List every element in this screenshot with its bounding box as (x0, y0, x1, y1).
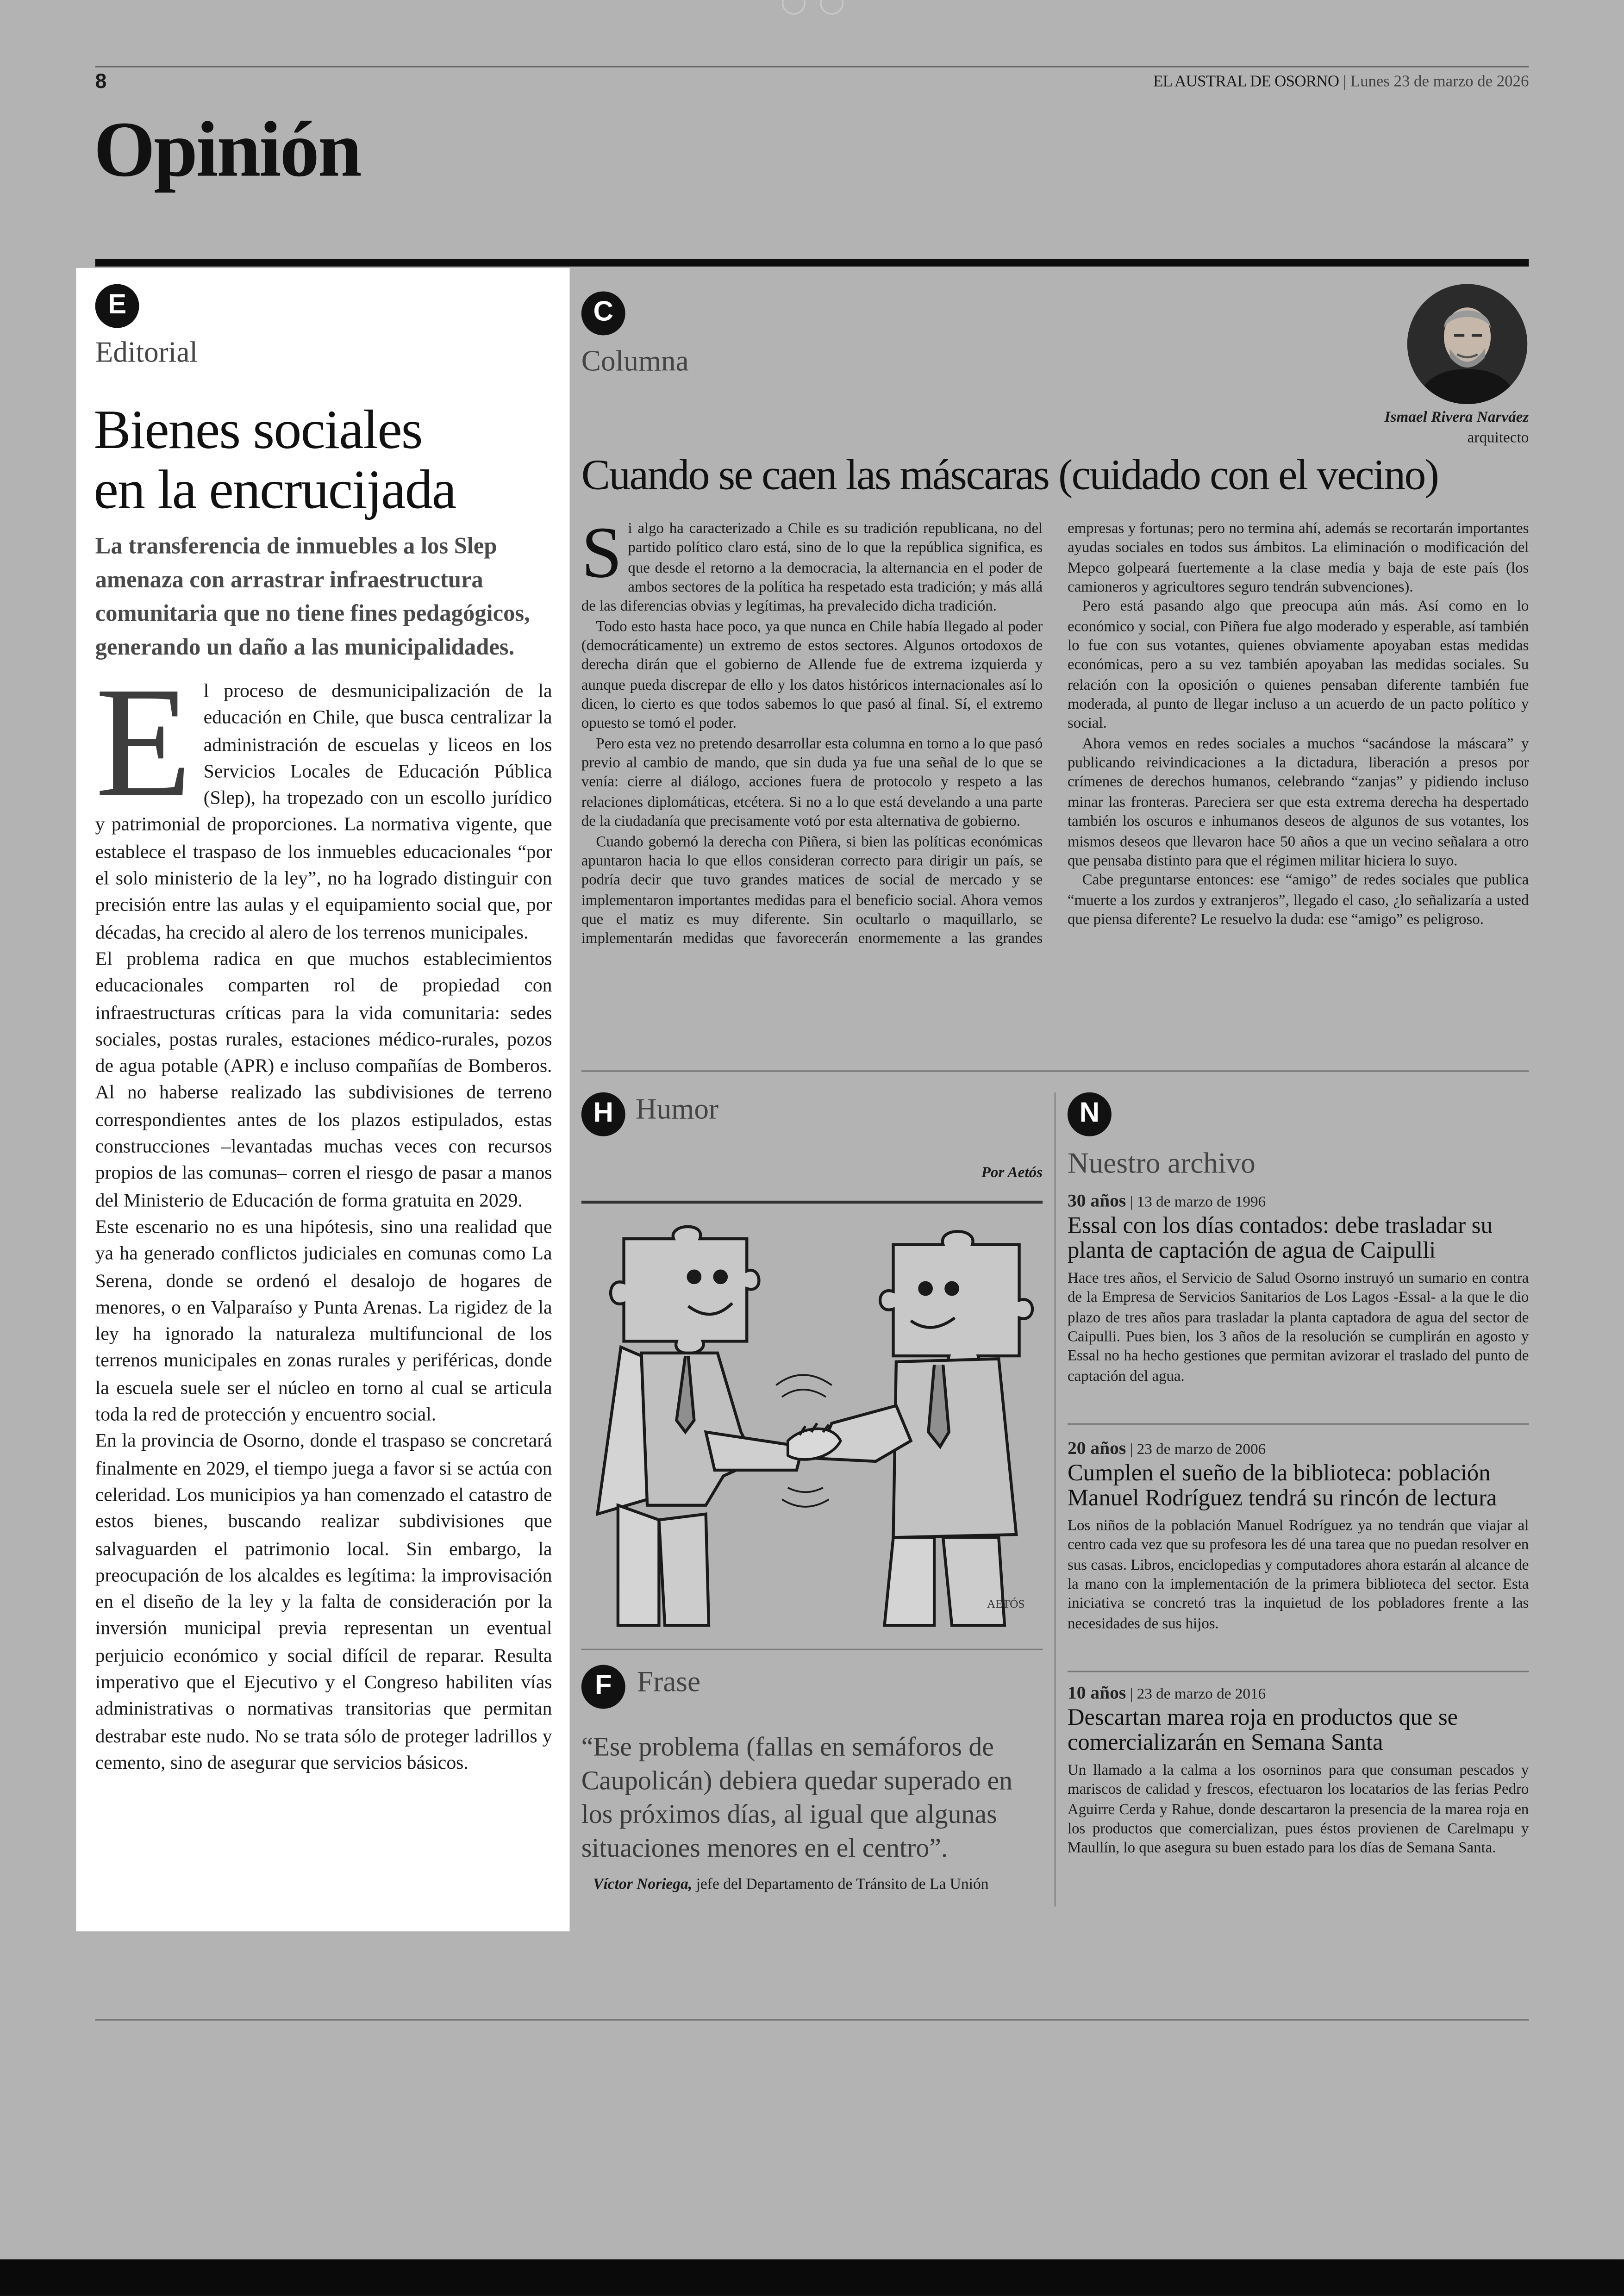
archive-meta: 30 años | 13 de marzo de 1996 (1067, 1190, 1266, 1211)
column-paragraph: Pero está pasando algo que preocupa aún más. Así como en lo económico y social, con Piñera fue algo moderado y esperable, así también lo fue con sus votantes, quienes obviamente apoyaban estas medidas económicas, pero a su vez también apoyaban las medidas sociales. Su relación con la oposición o quienes pensaban diferente también fue moderada, al punto de llegar incluso a un acuerdo de un pacto político y social. (1067, 599, 1529, 733)
editorial-drop-cap: E (95, 656, 192, 830)
column-paragraph: Pero esta vez no pretendo desarrollar esta columna en torno a lo que pasó previo al cambio de mando, que sin duda ya fue una señal de lo que se venía: cierre al diálogo, acciones fuera de protocolo y respeto a las relaciones diplomáticas, etcétera. Si no a lo que está develando a una parte de la ciudadanía que precisamente votó por esta alternativa de gobierno. (581, 736, 1043, 831)
column-paragraph: i algo ha caracterizado a Chile es su tradición republicana, no del partido político claro está, sino de lo que la república significa, es que desde el retorno a la democracia, la alternancia en el poder de ambos sectores de la política ha respetado esta tradición; y más allá de las diferencias obvias y legítimas, ha prevalecido dicha tradición. (581, 521, 1043, 616)
archive-body: Los niños de la población Manuel Rodríguez ya no tendrán que viajar al centro cada vez que su profesora les dé una tarea que no puedan resolver en sus casas. Libros, enciclopedias y computadores ahora estarán al alcance de la mano con la implementación de la primera biblioteca del sector. Esta iniciativa se concretó tras la inquietud de los pobladores frente a las necesidades de sus hijos. (1067, 1518, 1529, 1633)
archive-years: 10 años (1067, 1682, 1126, 1703)
archive-meta: 10 años | 23 de marzo de 2016 (1067, 1682, 1266, 1703)
editorial-paragraph: Este escenario no es una hipótesis, sino una realidad que ya ha generado conflictos judiciales en comunas como La Serena, donde se ordenó el desalojo de hogares de menores, o en Valparaíso y Punta Arenas. La rigidez de la ley ha ignorado la naturaleza multifuncional de los terrenos municipales en zonas rurales y periféricas, donde la escuela suele ser el núcleo en torno al cual se articula toda la red de protección y encuentro social. (95, 1215, 552, 1425)
editorial-deck: La transferencia de inmuebles a los Slep amenaza con arrastrar infraestructura comunitaria que no tiene fines pedagógicos, generando un daño a las municipalidades. (95, 534, 530, 661)
header-thick-rule (95, 259, 1529, 267)
quote-attribution (593, 1877, 1062, 1893)
column-paragraph: Cuando gobernó la derecha con Piñera, si bien las políticas económicas apuntaron hacia lo que ellos consideran correcto para dirigir un país, se podría decir que tuvo grandes matices de social de mercado y se implementaron importantes medidas para el beneficio social. Ahora vemos que el matiz es muy diferente. Sin ocultarlo o maquillarlo, se implementarán medidas que favorecerán enormemente a las grandes empresas y fortunas; pero no termina ahí, además se recortarán importantes ayudas sociales en todos sus ámbitos. La eliminación o modificación del Mepco golpeará fuertemente a la clase media y baja de este país (los camioneros y agricultores seguro tendrán subvenciones). (581, 521, 1529, 948)
column-paragraph: Todo esto hasta hace poco, ya que nunca en Chile había llegado al poder (democráticamente) un extremo de estos sectores. Algunos ortodoxos de derecha dirán que el gobierno de Allende fue de extrema izquierda y aunque pueda discrepar de ello y los datos históricos internacionales así lo dicen, lo cierto es que todos sabemos lo que pasó al final. Sí, el extremo opuesto se tomó el poder. (581, 619, 1043, 733)
editorial-badge: E (95, 284, 139, 328)
newspaper-name: EL AUSTRAL DE OSORNO (1153, 73, 1339, 91)
archive-item (1068, 1191, 1529, 1387)
archive-headline: Descartan marea roja en productos que se comercializarán en Semana Santa (1067, 1706, 1458, 1755)
editorial-title-line: en la encrucijada (94, 460, 456, 522)
archive-label: Nuestro archivo (1067, 1148, 1255, 1180)
masthead-line: EL AUSTRAL DE OSORNO | Lunes 23 de marzo de 2026 (1153, 73, 1529, 91)
page-number: 8 (95, 69, 107, 93)
humor-badge: H (581, 1092, 625, 1136)
author-name: Ismael Rivera Narváez (1384, 410, 1529, 426)
archive-rule (1068, 1671, 1529, 1672)
bottom-black-band (0, 2259, 1624, 2296)
quote-badge: F (581, 1665, 625, 1709)
archive-date: 23 de marzo de 2006 (1137, 1442, 1266, 1459)
archive-headline: Essal con los días contados: debe trasladar su planta de captación de agua de Caipulli (1067, 1214, 1493, 1263)
column-label: Columna (581, 345, 689, 378)
column-badge: C (581, 291, 625, 335)
editorial-paragraph: l proceso de desmunicipalización de la educación en Chile, que busca centralizar la administración de escuelas y liceos en los Servicios Locales de Educación Pública (Slep), ha tropezado con un escollo jurídico y patrimonial de proporciones. La normativa vigente, que establece el traspaso de los inmuebles educacionales “por el solo ministerio de la ley”, no ha logrado distinguir con precisión entre las aulas y el equipamiento social que, por décadas, ha crecido al alero de los terrenos municipales. (95, 679, 552, 943)
author-credit (1385, 409, 1529, 450)
footer-rule (95, 2019, 1529, 2021)
archive-item (1068, 1683, 1529, 1859)
author-avatar (1407, 284, 1527, 404)
issue-date: Lunes 23 de marzo de 2026 (1350, 73, 1529, 91)
column-paragraph: Cabe preguntarse entonces: ese “amigo” de redes sociales que publica “muerte a los zurdos y extranjeros”, llegado el caso, ¿lo señalizaría a usted que piensa diferente? Le resuelvo la duda: ese “amigo” es peligroso. (1067, 873, 1529, 929)
page-nav-dots (782, 0, 846, 15)
quote-author-role: jefe del Departamento de Tránsito de La Unión (696, 1877, 989, 1894)
archive-item (1068, 1438, 1529, 1634)
cartoon-signature: AETÓS (987, 1597, 1025, 1611)
archive-years: 20 años (1067, 1438, 1126, 1459)
header-top-rule (95, 66, 1529, 67)
archive-headline: Cumplen el sueño de la biblioteca: población Manuel Rodríguez tendrá su rincón de lectura (1067, 1461, 1497, 1510)
column-drop-cap: S (581, 511, 622, 593)
author-role: arquitecto (1467, 430, 1529, 447)
column-divider (1055, 1092, 1056, 1907)
column-title: Cuando se caen las máscaras (cuidado con el vecino) (581, 452, 1438, 499)
cartoon-image (583, 1212, 1040, 1640)
editorial-paragraph: El problema radica en que muchos establecimientos educacionales comparten rol de propiedad con infraestructuras críticas para la vida comunitaria: sedes sociales, postas rurales, estaciones médico-rurales, pozos de agua potable (APR) e incluso compañías de Bomberos. Al no haberse realizado las subdivisiones de terreno correspondientes antes de los plazos estipulados, estas construcciones –levantadas muchas veces con recursos propios de las comunas– corren el riesgo de pasar a manos del Ministerio de Educación de forma gratuita en 2029. (95, 947, 552, 1210)
archive-rule (1068, 1423, 1529, 1425)
section-title: Opinión (94, 105, 361, 193)
humor-byline: Por Aetós (981, 1165, 1043, 1182)
author-portrait-icon (1407, 284, 1527, 404)
archive-badge: N (1068, 1092, 1112, 1136)
archive-years: 30 años (1067, 1190, 1126, 1211)
archive-body: Un llamado a la calma a los osorninos para que consuman pescados y mariscos de calidad y frescos, efectuaron los locatarios de las ferias Pedro Aguirre Cerda y Rahue, donde descartaron la presencia de la marea roja en los productos que comercializan, pues éstos provienen de Carelmapu y Maullín, lo que asegura su buen estado para los días de Semana Santa. (1067, 1763, 1529, 1858)
column-bottom-rule (581, 1070, 1529, 1072)
quote-author: Víctor Noriega, (593, 1877, 693, 1894)
humor-label: Humor (635, 1093, 719, 1126)
editorial-title-line: Bienes sociales (94, 399, 422, 462)
archive-date: 13 de marzo de 1996 (1137, 1195, 1266, 1211)
humor-rule (581, 1201, 1043, 1204)
quote-label: Frase (637, 1666, 701, 1699)
humor-bottom-rule (581, 1649, 1043, 1650)
column-body (581, 511, 1529, 1056)
archive-meta: 20 años | 23 de marzo de 2006 (1067, 1438, 1266, 1459)
archive-date: 23 de marzo de 2016 (1137, 1687, 1266, 1703)
editorial-label: Editorial (95, 337, 198, 369)
editorial-title (94, 401, 456, 521)
column-paragraph: Ahora vemos en redes sociales a muchos “sacándose la máscara” y publicando reivindicaciones a la dictadura, liberación a presos por crímenes de derechos humanos, celebrando “zanjas” y pidiendo incluso minar las fronteras. Pareciera ser que esta extrema derecha ha despertado también los oscuros e inhumanos deseos de algunos de sus votantes, los mismos deseos que llevaron hace 50 años a que un vecino señalara a otro que pensaba distinto para que el régimen militar hiciera lo suyo. (1067, 736, 1529, 870)
quote-text: “Ese problema (fallas en semáforos de Caupolicán) debiera quedar superado en los próximos días, al igual que algunas situaciones menores en el centro”. (581, 1732, 1013, 1863)
archive-body: Hace tres años, el Servicio de Salud Osorno instruyó un sumario en contra de la Empresa de Servicios Sanitarios de Los Lagos -Essal- a la que le dio plazo de tres años para trasladar la planta captadora de agua del sector de Caipulli. Pues bien, los 3 años de la resolución se cumplirán en agosto y Essal no ha hecho gestiones que permitan avizorar el traslado del punto de captación del agua. (1067, 1271, 1529, 1385)
editorial-paragraph: En la provincia de Osorno, donde el traspaso se concretará finalmente en 2029, el tiempo juega a favor si se actúa con celeridad. Los municipios ya han comenzado el catastro de estos bienes, buscando realizar subdivisiones que salvaguarden el patrimonio local. Sin embargo, la preocupación de los alcaldes es legítima: la improvisación en el diseño de la ley y la falta de consideración por la inversión municipal previa representan un eventual perjuicio económico y social difícil de reparar. Resulta imperativo que el Ejecutivo y el Congreso habiliten vías administrativas o normativas transitorias que permitan destrabar este nudo. No se trata sólo de proteger ladrillos y cemento, sino de asegurar que servicios básicos. (95, 1429, 552, 1773)
editorial-body (95, 656, 552, 1777)
